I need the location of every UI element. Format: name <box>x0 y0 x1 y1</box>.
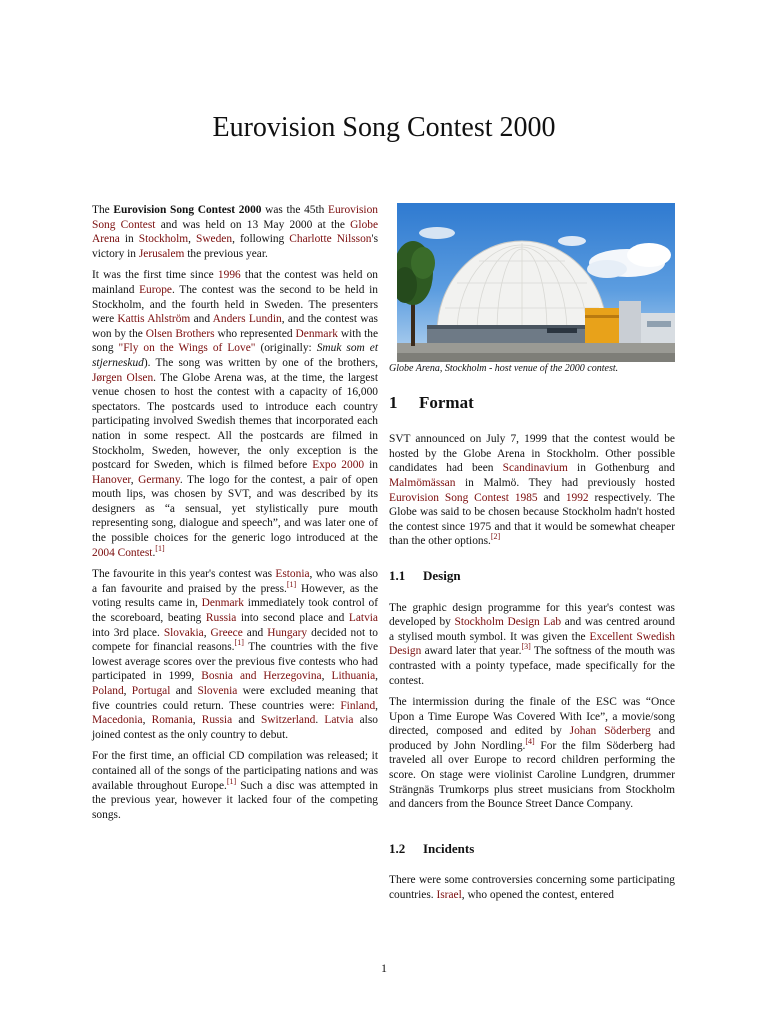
wiki-link[interactable]: Olsen Brothers <box>145 327 215 340</box>
section-format-heading <box>389 392 675 412</box>
favourite-paragraph: The favourite in this year's contest was Estonia, who was also a fan favourite and praised by the press.[1] However, as the voting results came in, Denmark immediately took control of the scoreboard, beating Russia into second place and Latvia into 3rd place. Slovakia, Greece and Hungary decided not to compete for financial reasons.[1] The countries with the five lowest average scores over the previous five contests who had participated in 1999, Bosnia and Herzegovina, Lithuania, Poland, Portugal and Slovenia were excluded meaning that five countries could return. These countries were: Finland, Macedonia, Romania, Russia and Switzerland. Latvia also joined contest as the only country to debut. <box>92 568 378 741</box>
wiki-link[interactable]: Hanover <box>92 473 131 486</box>
wiki-link[interactable]: Charlotte Nilsson <box>289 233 372 246</box>
wiki-link[interactable]: Eurovision Song Contest <box>92 204 378 231</box>
wiki-link[interactable]: Denmark <box>295 327 338 340</box>
cd-paragraph: For the first time, an official CD compilation was released; it contained all of the songs of the participating nations and was available throughout Europe.[1] Such a disc was attempted in the previous year, however it lacked four of the competing songs. <box>92 750 378 821</box>
wiki-link[interactable]: 1992 <box>565 491 589 504</box>
wiki-link[interactable]: Russia <box>201 714 233 727</box>
wiki-link[interactable]: Latvia <box>324 714 354 727</box>
citation-link[interactable]: [3] <box>521 642 531 652</box>
citation-link[interactable]: [1] <box>155 543 165 553</box>
format-paragraph: SVT announced on July 7, 1999 that the contest would be hosted by the Globe Arena in Stockholm. Other possible candidates had been Scandinavium in Gothenburg and Malmömässan in Malmö. They had previously hosted Eurovision Song Contest 1985 and 1992 respectively. The Globe was said to be chosen because Stockholm hadn't hosted the contest since 1975 and that it would be somewhat cheaper than the other options.[2] <box>389 433 676 548</box>
wiki-link[interactable]: Denmark <box>201 597 245 610</box>
wiki-link[interactable]: Romania <box>151 714 193 727</box>
section-number: 1 <box>389 392 398 412</box>
wiki-link[interactable]: Germany <box>138 473 180 486</box>
italic-text: Smuk som et stjerneskud <box>92 342 379 369</box>
intermission-paragraph: The intermission during the finale of the ESC was “Once Upon a Time Europe Was Covered With Ice”, a movie/song directed, composed and edited by Johan Söderberg and produced by John Nordling.[4] For the film Söderberg had traveled all over Europe to record children performing the score. On stage were violinist Caroline Lundgren, drummer Strängnäs Trumkorps plus street musicians from Stockholm and dancers from the Bounce Street Dance Company. <box>389 696 676 811</box>
photo-caption: Globe Arena, Stockholm - host venue of the 2000 contest. <box>389 363 619 374</box>
citation-link[interactable]: [1] <box>226 776 237 786</box>
wiki-link[interactable]: 2004 Contest <box>92 546 153 559</box>
wiki-link[interactable]: Anders Lundin <box>212 313 282 326</box>
section-number: 1.2 <box>389 840 406 856</box>
wiki-link[interactable]: Slovenia <box>197 685 238 697</box>
page-number: 1 <box>381 961 387 975</box>
intro-paragraph: The Eurovision Song Contest 2000 was the 45th Eurovision Song Contest and was held on 13 May 2000 at the Globe Arena in Stockholm, Sweden, following Charlotte Nilsson's victory in Jerusalem the previous year. <box>92 204 379 260</box>
citation-link[interactable]: [4] <box>525 737 535 747</box>
wiki-link[interactable]: Russia <box>205 612 237 625</box>
wiki-link[interactable]: Stockholm <box>138 233 189 246</box>
section-number: 1.1 <box>389 567 406 583</box>
section-incidents-heading <box>389 842 675 857</box>
history-paragraph: It was the first time since 1996 that the contest was held on mainland Europe. The contest was the second to be held in Stockholm, and the fourth held in Sweden. The presenters were Kattis Ahlström and Anders Lundin, and the contest was won by the Olsen Brothers who represented Denmark with the song "Fly on the Wings of Love" (originally: Smuk som et stjerneskud). The song was written by one of the brothers, Jørgen Olsen. The Globe Arena was, at the time, the largest venue chosen to host the contest with a capacity of 16,000 spectators. The postcards used to introduce each country participating involved Swedish themes that incorporated each nation in some respect. All the postcards are filmed in Stockholm, Sweden, however, the only exception is the postcard for Sweden, which is filmed before Expo 2000 in Hanover, Germany. The logo for the contest, a pair of open mouth lips, was chosen by SVT, and was described by its designers as “a sensual, yet stylistically pure mouth representing song, dialogue and speech”, and was later one of the possible choices for the generic logo introduced at the 2004 Contest.[1] <box>92 269 379 559</box>
wiki-link[interactable]: Johan Söderberg <box>569 725 651 738</box>
wiki-link[interactable]: Macedonia <box>92 714 143 727</box>
bold-text: Eurovision Song Contest 2000 <box>113 204 262 216</box>
wiki-link[interactable]: Expo 2000 <box>312 459 365 472</box>
wiki-link[interactable]: Malmömässan <box>389 476 456 489</box>
globe-arena-image <box>397 203 675 362</box>
wiki-link[interactable]: Poland <box>92 685 124 697</box>
page-title: Eurovision Song Contest 2000 <box>212 112 556 143</box>
right-column <box>389 203 675 910</box>
wiki-link[interactable]: Lithuania <box>331 670 376 683</box>
citation-link[interactable]: [1] <box>234 638 244 648</box>
citation-link[interactable]: [1] <box>286 580 297 590</box>
wiki-link[interactable]: Jørgen Olsen <box>92 371 154 384</box>
design-paragraph: The graphic design programme for this year's contest was developed by Stockholm Design Lab and was centred around a stylised mouth symbol. It was given the Excellent Swedish Design award later that year.[3] The softness of the mouth was contrasted with a pointy typeface, made specifically for the contest. <box>389 601 676 687</box>
incidents-paragraph: There were some controversies concerning some participating countries. Israel, who opened the contest, entered <box>389 874 675 902</box>
wiki-link[interactable]: Latvia <box>348 612 378 625</box>
wiki-link[interactable]: Bosnia and Herzegovina <box>201 670 322 683</box>
wiki-link[interactable]: Jerusalem <box>138 247 185 260</box>
wiki-link[interactable]: Stockholm Design Lab <box>454 616 562 629</box>
wiki-link[interactable]: Sweden <box>196 233 233 246</box>
wiki-link[interactable]: Globe Arena <box>92 218 379 246</box>
section-design-heading <box>389 569 675 584</box>
wiki-link[interactable]: Europe <box>139 283 172 296</box>
citation-link[interactable]: [2] <box>490 532 501 542</box>
globe-arena-photo <box>397 203 675 362</box>
wiki-link[interactable]: Excellent Swedish Design <box>389 630 676 658</box>
wiki-link[interactable]: "Fly on the Wings of Love" <box>118 342 256 355</box>
wiki-link[interactable]: Scandinavium <box>502 462 568 475</box>
wiki-link[interactable]: Slovakia <box>163 626 204 639</box>
section-title: Design <box>423 567 461 583</box>
wiki-link[interactable]: 1996 <box>217 269 241 282</box>
left-column <box>92 203 378 829</box>
wiki-link[interactable]: Switzerland <box>260 714 316 727</box>
wiki-link[interactable]: Portugal <box>131 685 171 697</box>
wiki-link[interactable]: Hungary <box>267 626 308 639</box>
wiki-link[interactable]: Estonia <box>275 568 310 581</box>
wiki-link[interactable]: Eurovision Song Contest 1985 <box>389 491 538 504</box>
wiki-link[interactable]: Kattis Ahlström <box>117 313 191 326</box>
wiki-link[interactable]: Israel <box>436 889 462 902</box>
section-title: Incidents <box>423 840 475 856</box>
wiki-link[interactable]: Finland <box>340 699 376 712</box>
wiki-link[interactable]: Greece <box>210 626 243 639</box>
section-title: Format <box>419 392 474 412</box>
